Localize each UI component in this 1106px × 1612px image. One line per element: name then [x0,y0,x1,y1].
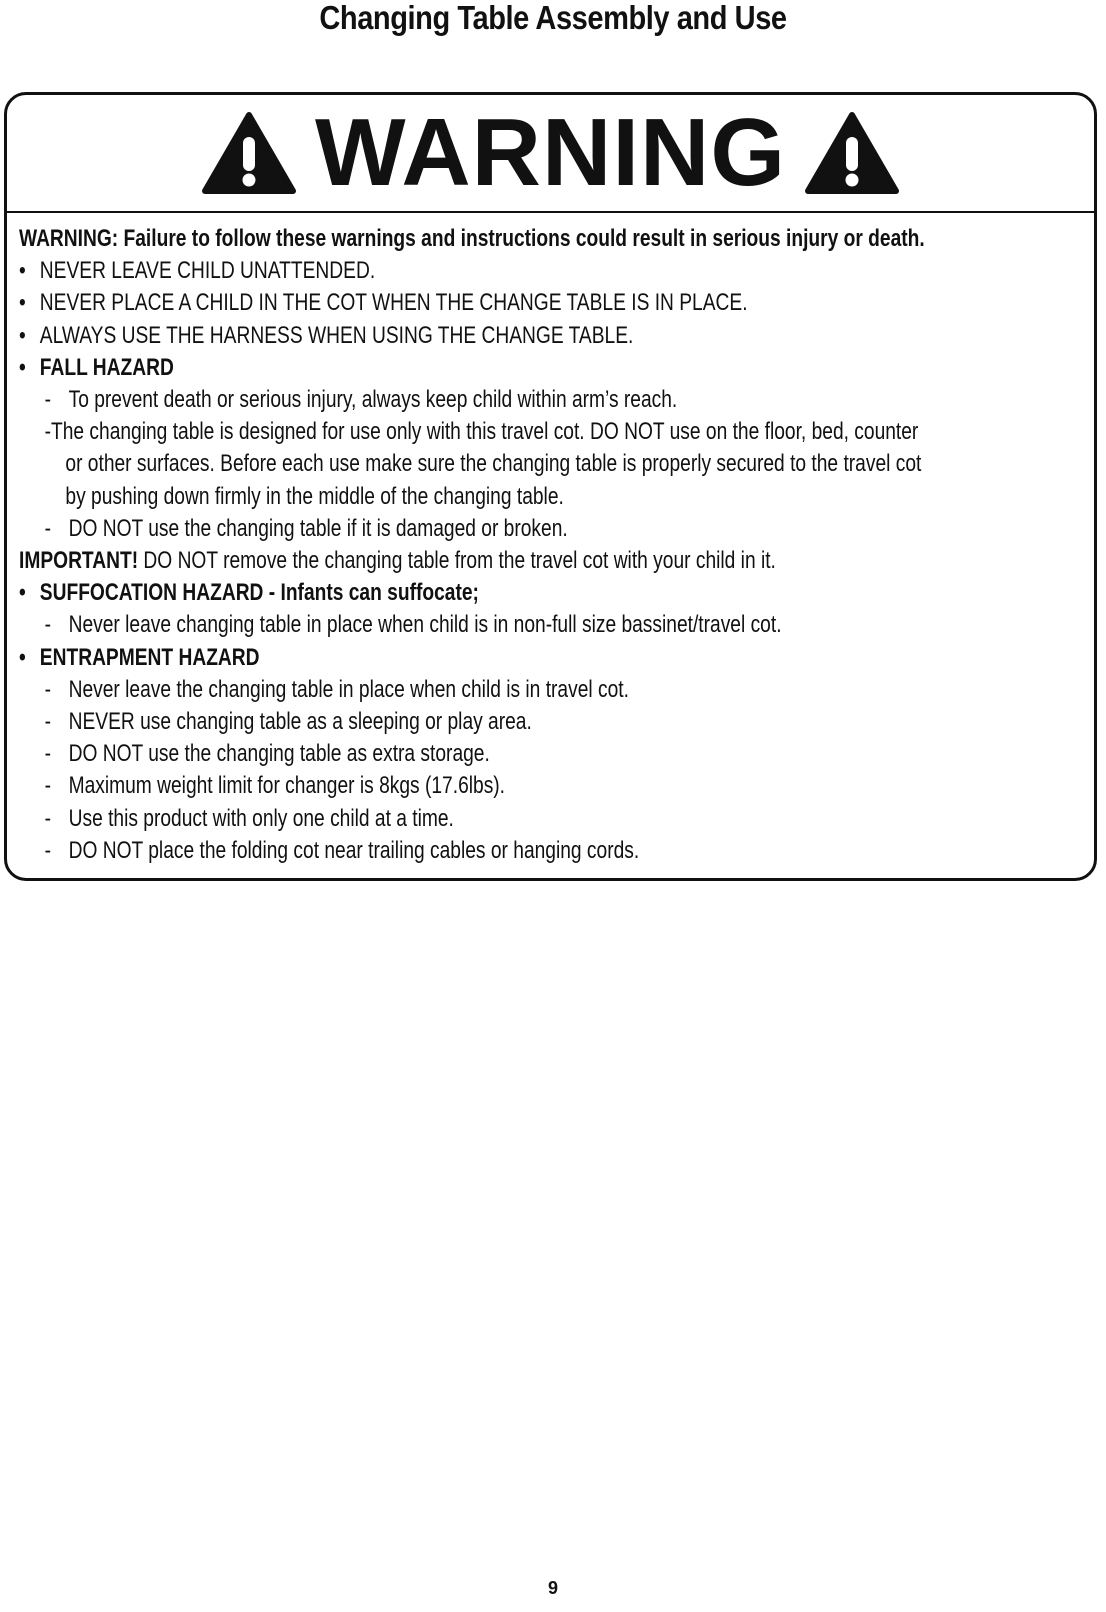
bullet: • [19,257,26,285]
list-item [19,287,879,319]
important-label: IMPORTANT! [19,547,139,575]
list-item [19,835,879,867]
list-item-text: NEVER PLACE A CHILD IN THE COT WHEN THE CHANGE TABLE IS IN PLACE. [39,289,748,317]
list-item [19,674,879,706]
warning-body [7,213,1094,867]
list-item-text: Never leave the changing table in place when child is in travel cot. [68,675,629,703]
important-note [19,545,879,577]
bullet: • [19,321,26,349]
important-text: DO NOT remove the changing table from the travel cot with your child in it. [138,547,776,575]
dash: - [44,836,51,864]
list-item [19,384,879,416]
dash: - [44,386,51,414]
warning-triangle-icon [201,111,297,195]
list-item-text: To prevent death or serious injury, always keep child within arm’s reach. [68,386,678,414]
list-item-text: DO NOT place the folding cot near trailing cables or hanging cords. [68,836,640,864]
list-item-text: Maximum weight limit for changer is 8kgs (17.6lbs). [68,772,506,800]
suffocation-hazard-heading [19,577,879,609]
list-item [19,609,879,641]
entrapment-hazard-heading [19,642,879,674]
dash: - [44,418,51,446]
page-number: 9 [547,1578,558,1598]
list-item-text: Never leave changing table in place when child is in non-full size bassinet/travel cot. [68,611,782,639]
list-item [19,255,879,287]
bullet: • [19,289,26,317]
list-item [19,738,879,770]
dash: - [44,675,51,703]
list-item [19,513,879,545]
fall-hazard-heading [19,352,879,384]
list-item-text: The changing table is designed for use only with this travel cot. DO NOT use on the floor, bed, counter [51,418,919,446]
list-item-text: DO NOT use the changing table if it is damaged or broken. [68,514,568,542]
list-item-text: Use this product with only one child at a time. [68,804,454,832]
bullet: • [19,353,26,381]
list-item [19,803,879,835]
list-item [19,320,879,352]
page-title: Changing Table Assembly and Use [319,0,787,36]
dash: - [44,611,51,639]
list-item-text: NEVER LEAVE CHILD UNATTENDED. [39,257,376,285]
dash: - [44,708,51,736]
bullet: • [19,643,26,671]
hazard-heading-text: FALL HAZARD [39,353,174,381]
list-item-continuation: or other surfaces. Before each use make sure the changing table is properly secured to the travel cot [65,450,922,478]
list-item-text: ALWAYS USE THE HARNESS WHEN USING THE CHANGE TABLE. [39,321,634,349]
list-item-text: DO NOT use the changing table as extra storage. [68,740,490,768]
hazard-heading-text: SUFFOCATION HAZARD - Infants can suffocate; [39,579,479,607]
warning-triangle-icon [804,111,900,195]
dash: - [44,804,51,832]
list-item [19,770,879,802]
dash: - [44,772,51,800]
dash: - [44,740,51,768]
hazard-heading-text: ENTRAPMENT HAZARD [39,643,260,671]
bullet: • [19,579,26,607]
warning-box [4,92,1097,881]
warning-heading: WARNING [315,99,786,206]
list-item [19,706,879,738]
list-item [19,416,919,448]
list-item-text: NEVER use changing table as a sleeping or play area. [68,708,532,736]
dash: - [44,514,51,542]
warning-intro: WARNING: Failure to follow these warnings and instructions could result in serious injury or death. [19,225,925,252]
warning-header [7,95,1094,213]
list-item-continuation: by pushing down firmly in the middle of the changing table. [65,482,564,510]
